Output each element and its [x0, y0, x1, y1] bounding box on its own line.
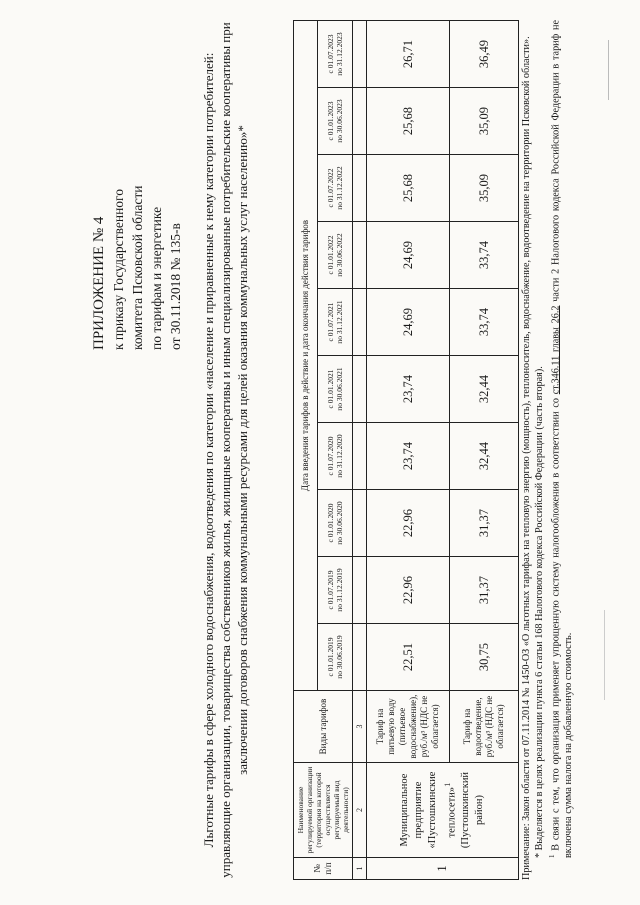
tariff-value: 22,51	[367, 624, 450, 691]
tariff-value: 23,74	[367, 423, 450, 490]
period-header: с 01.07.2020 по 31.12.2020	[318, 423, 353, 490]
column-number: 2	[353, 763, 367, 858]
header-number: № п/п	[294, 858, 353, 880]
period-header: с 01.07.2022 по 31.12.2022	[318, 155, 353, 222]
column-number: 3	[353, 691, 367, 763]
column-number-row	[353, 21, 367, 880]
table-row	[450, 21, 519, 880]
period-header: с 01.07.2021 по 31.12.2021	[318, 289, 353, 356]
note-footnote-mark: 1	[548, 854, 556, 858]
period-header: с 01.01.2020 по 30.06.2020	[318, 490, 353, 557]
period-header: с 01.01.2022 по 30.06.2022	[318, 222, 353, 289]
tariff-value: 26,71	[367, 21, 450, 88]
header-organization: Наименование регулируемой организации (территория на которой осуществляется регулируемый вид деятельности)	[294, 763, 353, 858]
tariff-value: 35,09	[450, 155, 519, 222]
tariff-value: 25,68	[367, 155, 450, 222]
appendix-committee-line: комитета Псковской области	[130, 185, 145, 350]
tariff-value: 23,74	[367, 356, 450, 423]
appendix-number: ПРИЛОЖЕНИЕ № 4	[91, 216, 107, 350]
scan-artifact	[604, 610, 605, 700]
scan-artifact	[608, 40, 609, 100]
appendix-header	[90, 50, 185, 350]
organization-name: Муниципальное предприятие «Пустошкинские теплосети»	[398, 771, 458, 849]
notes-section	[520, 20, 575, 880]
row-number: 1	[367, 858, 519, 880]
tariff-value: 33,74	[450, 222, 519, 289]
tariff-value: 25,68	[367, 88, 450, 155]
note-vat: * Выделяется в целях реализации пункта 6 статьи 168 Налогового кодекса Российской Федерации (часть вторая).	[534, 366, 545, 858]
tariff-value: 22,96	[367, 490, 450, 557]
tariff-value: 33,74	[450, 289, 519, 356]
tariff-value: 31,37	[450, 557, 519, 624]
period-header: с 01.01.2023 по 30.06.2023	[318, 88, 353, 155]
tariff-kind-water: Тариф на питьевую воду (питьевое водоснабжение), руб./м³ (НДС не облагается)	[367, 691, 450, 763]
organization-footnote-mark: 1	[441, 782, 452, 787]
tariff-value: 35,09	[450, 88, 519, 155]
period-header: с 01.07.2023 по 31.12.2023	[318, 21, 353, 88]
header-dates: Дата введения тарифов в действие и дата окончания действия тарифов	[294, 21, 318, 691]
appendix-order-line: к приказу Государственного	[111, 188, 126, 350]
header-tariff-kind: Виды тарифов	[294, 691, 353, 763]
appendix-date-line: от 30.11.2018 № 135-в	[168, 223, 183, 350]
period-header: с 01.07.2019 по 31.12.2019	[318, 557, 353, 624]
note-simplified-tax: $^1$ В связи с тем, что организация применяет упрощенную систему налогообложения в соответствии со ст.346.11 главы 26.2 части 2 Налогового кодекса Российской Федерации в тариф не включена сумма налога на добавленную стоимость.	[548, 20, 575, 858]
tariff-table	[293, 20, 519, 880]
tariff-value: 36,49	[450, 21, 519, 88]
tariff-value: 32,44	[450, 356, 519, 423]
document-title: Льготные тарифы в сфере холодного водоснабжения, водоотведения по категории «население и приравненные к нему категории потребителей: управляющие организации, товарищества собственников жилья, жилищные кооперативы и иным специализированные потребительские кооперативы при заключении договоров снабжения коммунальными ресурсами для целей оказания коммунальных услуг населению»*	[201, 22, 250, 878]
note-tax-code-reference: ст.346.11 главы 26.2	[550, 305, 562, 395]
organization-cell	[367, 763, 519, 858]
appendix-tariffs-line: по тарифам и энергетике	[149, 206, 164, 350]
tariff-value: 32,44	[450, 423, 519, 490]
tariff-value: 30,75	[450, 624, 519, 691]
tariff-kind-sewerage: Тариф на водоотведение, руб./м³ (НДС не облагается)	[450, 691, 519, 763]
column-number: 1	[353, 858, 367, 880]
tariff-value: 24,69	[367, 222, 450, 289]
tariff-value: 22,96	[367, 557, 450, 624]
tariff-value: 24,69	[367, 289, 450, 356]
period-header: с 01.01.2019 по 30.06.2019	[318, 624, 353, 691]
organization-region: (Пустошкинский район)	[460, 771, 486, 849]
note-law: Примечание: Закон области от 07.11.2014 № 1450-ОЗ «О льготных тарифах на тепловую энергию (мощность), теплоноситель, водоснабжение, водоотведение на территории Псковской области».	[521, 36, 532, 880]
table-row	[367, 21, 450, 880]
period-header: с 01.01.2021 по 30.06.2021	[318, 356, 353, 423]
tariff-value: 31,37	[450, 490, 519, 557]
